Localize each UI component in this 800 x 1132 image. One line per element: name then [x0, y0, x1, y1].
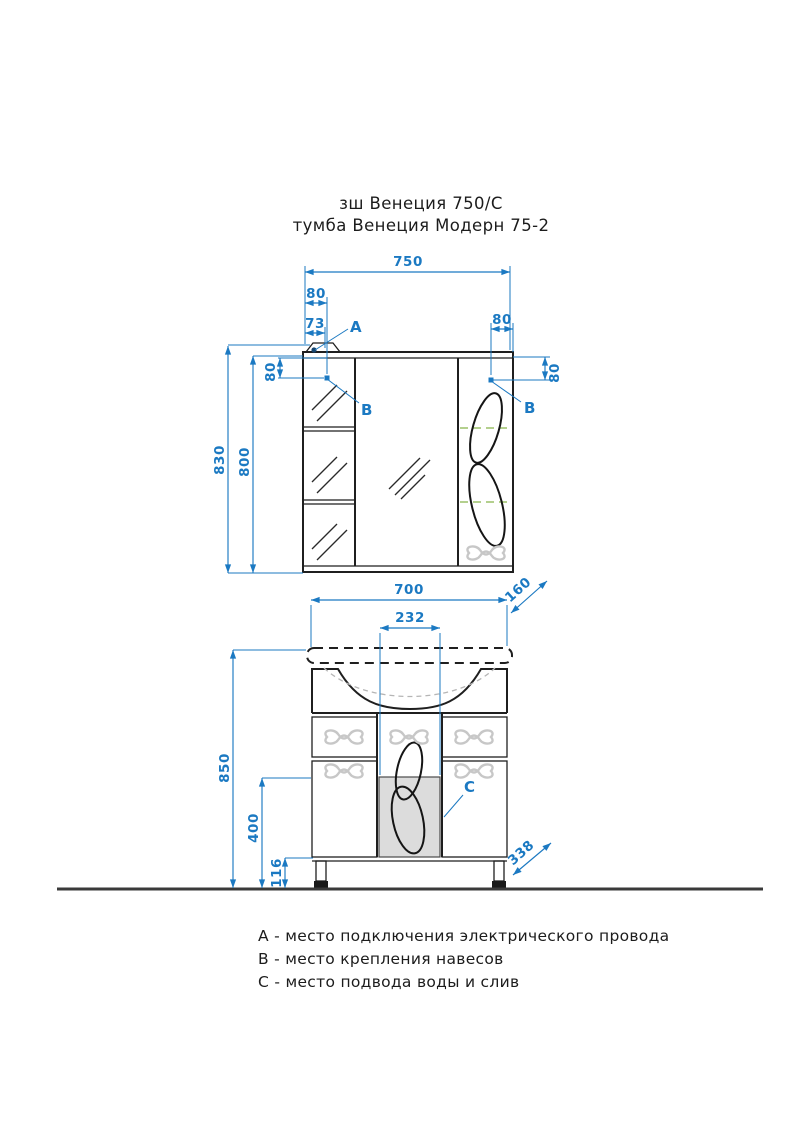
dim-height-body-label: 800 [237, 447, 253, 477]
legend-item-b: B - место крепления навесов [258, 950, 504, 968]
dim-electric-offset-label: 73 [305, 316, 325, 332]
dim-top-right-offset-label: 80 [492, 312, 512, 328]
dim-side-left-offset [263, 358, 327, 382]
legend [258, 927, 669, 991]
title-line-2: тумба Венеция Модерн 75-2 [292, 216, 550, 235]
door-ornament [467, 546, 504, 559]
facade-ornaments [325, 730, 492, 777]
marker-a-label: A [350, 318, 362, 336]
dim-height-overall-label: 830 [212, 445, 228, 475]
vanity-top-section [312, 668, 507, 713]
dim-vanity-depth [505, 837, 551, 875]
dim-height-overall [212, 345, 310, 573]
door-left [312, 761, 377, 857]
dim-vanity-depth-label: 338 [504, 837, 538, 869]
sink-outline [307, 648, 512, 663]
marker-c-label: C [464, 778, 476, 796]
leg-right [492, 861, 506, 888]
marker-b-right-label: B [524, 399, 536, 417]
door-right [442, 761, 507, 857]
hidden-shelf-lines [460, 428, 511, 502]
door-decor-swirl [462, 390, 511, 550]
dim-side-left-offset-label: 80 [263, 362, 279, 382]
title-block [293, 194, 550, 235]
dim-mirror-depth-label: 160 [501, 574, 535, 606]
dim-center-section [380, 610, 440, 775]
vanity-cabinet-drawing [57, 582, 763, 889]
leg-left [314, 861, 328, 888]
leader-c [444, 795, 463, 817]
dim-height-body [237, 356, 303, 573]
dim-center-section-label: 232 [395, 610, 425, 626]
dim-side-right-offset-label: 80 [547, 363, 563, 383]
marker-b-left-label: B [361, 401, 373, 419]
legend-item-a: A - место подключения электрического провода [258, 927, 670, 945]
leader-b-right [491, 381, 521, 402]
dim-leg-height-label: 116 [269, 858, 285, 888]
title-line-1: зш Венеция 750/С [339, 194, 503, 213]
dim-side-right-offset [493, 357, 563, 383]
legend-item-c: C - место подвода воды и слив [258, 973, 520, 991]
dim-mirror-width [305, 254, 510, 350]
drawer-right [442, 717, 507, 757]
mirror-cabinet-drawing [212, 254, 563, 613]
drawer-left [312, 717, 377, 757]
dim-vanity-width-label: 700 [394, 582, 424, 598]
dim-vanity-height-label: 850 [217, 753, 233, 783]
dim-top-left-offset-label: 80 [306, 286, 326, 302]
dim-leg-height [269, 858, 313, 888]
leader-a [315, 329, 348, 350]
dim-mirror-depth [502, 574, 547, 613]
dim-mirror-width-label: 750 [393, 254, 423, 270]
basin-hidden-line [324, 668, 495, 697]
dim-water-zone-height-label: 400 [246, 813, 262, 843]
